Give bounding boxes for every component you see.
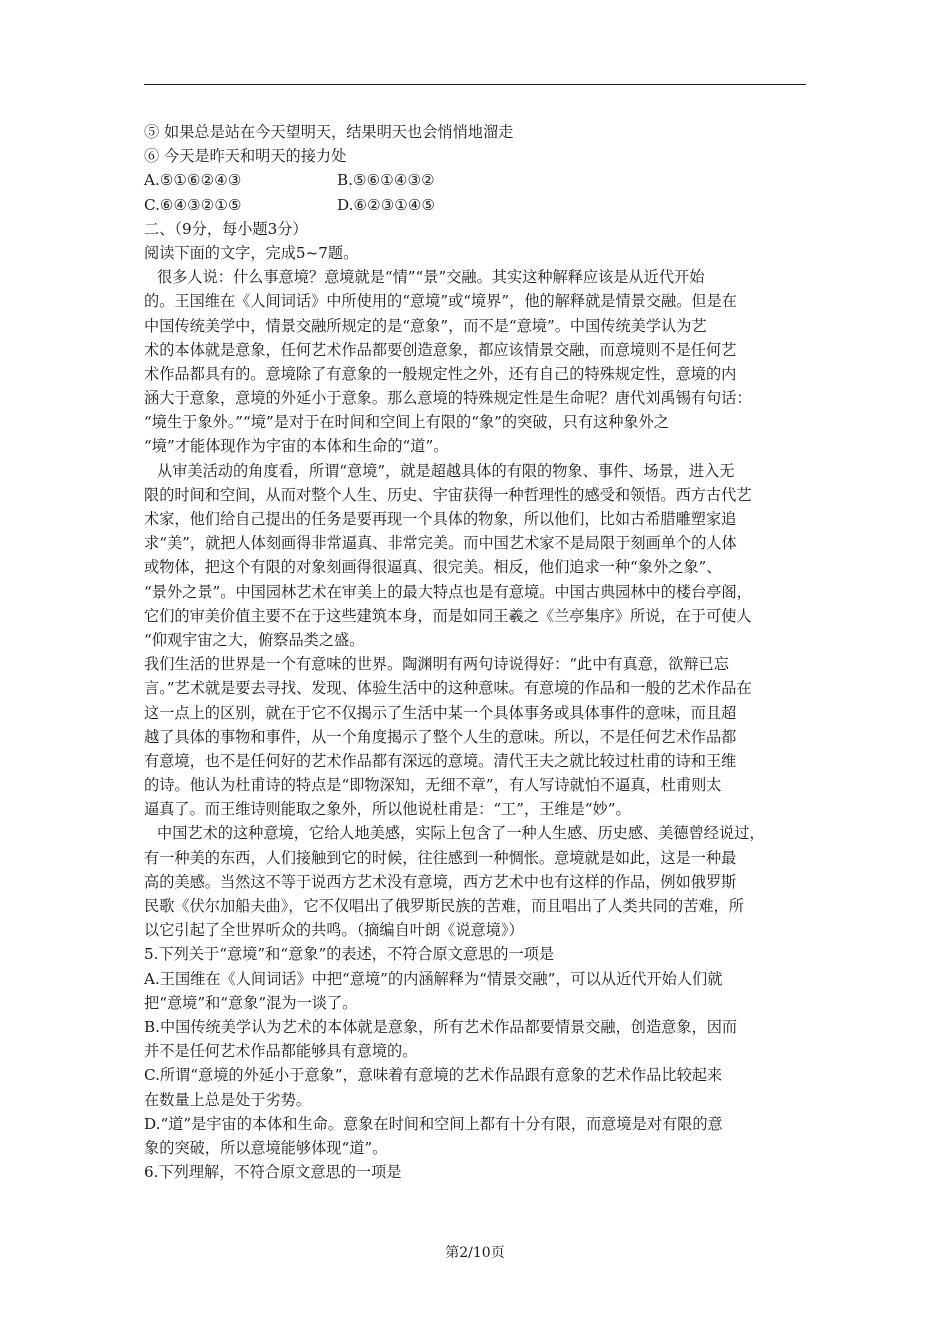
section-instruction: 阅读下面的文字，完成5~7题。 bbox=[144, 243, 359, 262]
option-item-6: ⑥ 今天是昨天和明天的接力处 bbox=[144, 147, 347, 166]
passage-line: 有一种美的东西，人们接触到它的时候，往往感到一种惆怅。意境就是如此，这是一种最 bbox=[144, 848, 737, 867]
page-content bbox=[144, 120, 812, 1184]
passage-line: 术的本体就是意象，任何艺术作品都要创造意象，都应该情景交融，而意境则不是任何艺 bbox=[144, 340, 737, 359]
passage-line: 有意境，也不是任何好的艺术作品都有深远的意境。清代王夫之就比较过杜甫的诗和王维 bbox=[144, 751, 737, 770]
passage-line: “境生于象外。”“境”是对于在时间和空间上有限的“象”的突破，只有这种象外之 bbox=[144, 413, 669, 432]
passage-line: 高的美感。当然这不等于说西方艺术没有意境，西方艺术中也有这样的作品，例如俄罗斯 bbox=[144, 872, 737, 891]
passage-line: 术作品都具有的。意境除了有意象的一般规定性之外，还有自己的特殊规定性，意境的内 bbox=[144, 364, 737, 383]
page-number: 第2/10页 bbox=[445, 1245, 505, 1261]
passage-line: 中国艺术的这种意境，它给人地美感，实际上包含了一种人生感、历史感、美德曾经说过， bbox=[157, 824, 765, 843]
question-5-option-line: D.“道”是宇宙的本体和生命。意象在时间和空间上都有十分有限，而意境是对有限的意 bbox=[144, 1114, 723, 1133]
passage-line: 限的时间和空间，从而对整个人生、历史、宇宙获得一种哲理性的感受和领悟。西方古代艺 bbox=[144, 485, 752, 504]
question-5-option-line: B.中国传统美学认为艺术的本体就是意象，所有艺术作品都要情景交融，创造意象，因而 bbox=[144, 1017, 738, 1036]
question-5-option-line: 把“意境”和“意象”混为一谈了。 bbox=[144, 993, 358, 1012]
passage-line: 越了具体的事物和事件，从一个角度揭示了整个人生的意味。所以，不是任何艺术作品都 bbox=[144, 727, 737, 746]
passage-line: 或物体，把这个有限的对象刻画得很逼真、很完美。相反，他们追求一种“象外之象”、 bbox=[144, 558, 722, 577]
passage-line: 以它引起了全世界听众的共鸣。（摘编自叶朗《说意境》） bbox=[144, 921, 524, 940]
passage-line: 涵大于意象，意境的外延小于意象。那么意境的特殊规定性是生命呢？唐代刘禹锡有句话： bbox=[144, 389, 752, 408]
passage-line: 中国传统美学中，情景交融所规定的是“意象”，而不是“意境”。中国传统美学认为艺 bbox=[144, 316, 707, 335]
passage-line: 这一点上的区别，就在于它不仅揭示了生活中某一个具体事务或具体事件的意味，而且超 bbox=[144, 703, 737, 722]
passage-line: “境”才能体现作为宇宙的本体和生命的“道”。 bbox=[144, 437, 449, 456]
option-item-5: ⑤ 如果总是站在今天望明天，结果明天也会悄悄地溜走 bbox=[144, 123, 514, 141]
question-5-option-line: C.所谓“意境的外延小于意象”，意味着有意境的艺术作品跟有意象的艺术作品比较起来 bbox=[144, 1066, 723, 1085]
answer-choices-row bbox=[144, 168, 812, 192]
passage-line: 的。王国维在《人间词话》中所使用的“意境”或“境界”，他的解释就是情景交融。但是在 bbox=[144, 292, 737, 311]
passage-line: “仰观宇宙之大，俯察品类之盛。 bbox=[144, 630, 365, 649]
passage-line: 从审美活动的角度看，所谓“意境”，就是超越具体的有限的物象、事件、场景，进入无 bbox=[157, 461, 735, 480]
question-5-option-line: A.王国维在《人间词话》中把“意境”的内涵解释为“情景交融”，可以从近代开始人们就 bbox=[144, 969, 723, 988]
choice-c: C.⑥④③②①⑤ bbox=[144, 195, 242, 214]
choice-d: D.⑥②③①④⑤ bbox=[337, 195, 436, 214]
passage-line: 我们生活的世界是一个有意味的世界。陶渊明有两句诗说得好：“此中有真意，欲辩已忘 bbox=[144, 655, 729, 674]
answer-choices-row bbox=[144, 193, 812, 217]
passage-line: 的诗。他认为杜甫诗的特点是“即物深知，无细不章”，有人写诗就怕不逼真，杜甫则太 bbox=[144, 776, 722, 795]
header-rule bbox=[144, 84, 806, 85]
passage-line: 民歌《伏尔加船夫曲》，它不仅唱出了俄罗斯民族的苦难，而且唱出了人类共同的苦难，所 bbox=[144, 897, 744, 915]
passage-line: 它们的审美价值主要不在于这些建筑本身，而是如同王羲之《兰亭集序》所说，在于可使人 bbox=[144, 606, 752, 625]
question-5 bbox=[144, 942, 812, 1160]
question-5-option-line: 并不是任何艺术作品都能够具有意境的。 bbox=[144, 1042, 418, 1061]
question-5-stem: 5.下列关于“意境”和“意象”的表述，不符合原文意思的一项是 bbox=[144, 945, 555, 964]
question-6-stem: 6.下列理解，不符合原文意思的一项是 bbox=[144, 1163, 402, 1182]
passage-line: 言。”艺术就是要去寻找、发现、体验生活中的这种意味。有意境的作品和一般的艺术作品在 bbox=[144, 679, 752, 698]
choice-b: B.⑤⑥①④③② bbox=[337, 171, 435, 190]
passage-line: “景外之景”。中国园林艺术在审美上的最大特点也是有意境。中国古典园林中的楼台亭阁， bbox=[144, 582, 752, 601]
question-5-option-line: 在数量上总是处于劣势。 bbox=[144, 1090, 312, 1109]
passage-line: 求“美”，就把人体刻画得非常逼真、非常完美。而中国艺术家不是局限于刻画单个的人体 bbox=[144, 534, 737, 553]
passage-line: 术家，他们给自己提出的任务是要再现一个具体的物象，所以他们，比如古希腊雕塑家追 bbox=[144, 510, 737, 528]
reading-passage bbox=[144, 265, 812, 942]
question-5-option-line: 象的突破，所以意境能够体现“道”。 bbox=[144, 1138, 388, 1157]
passage-line: 逼真了。而王维诗则能取之象外，所以他说杜甫是：“工”，王维是“妙”。 bbox=[144, 800, 631, 819]
choice-a: A.⑤①⑥②④③ bbox=[144, 171, 242, 190]
passage-line: 很多人说：什么事意境？意境就是“情”“景”交融。其实这种解释应该是从近代开始 bbox=[157, 268, 705, 287]
section-heading: 二、（9分，每小题3分） bbox=[144, 219, 308, 238]
